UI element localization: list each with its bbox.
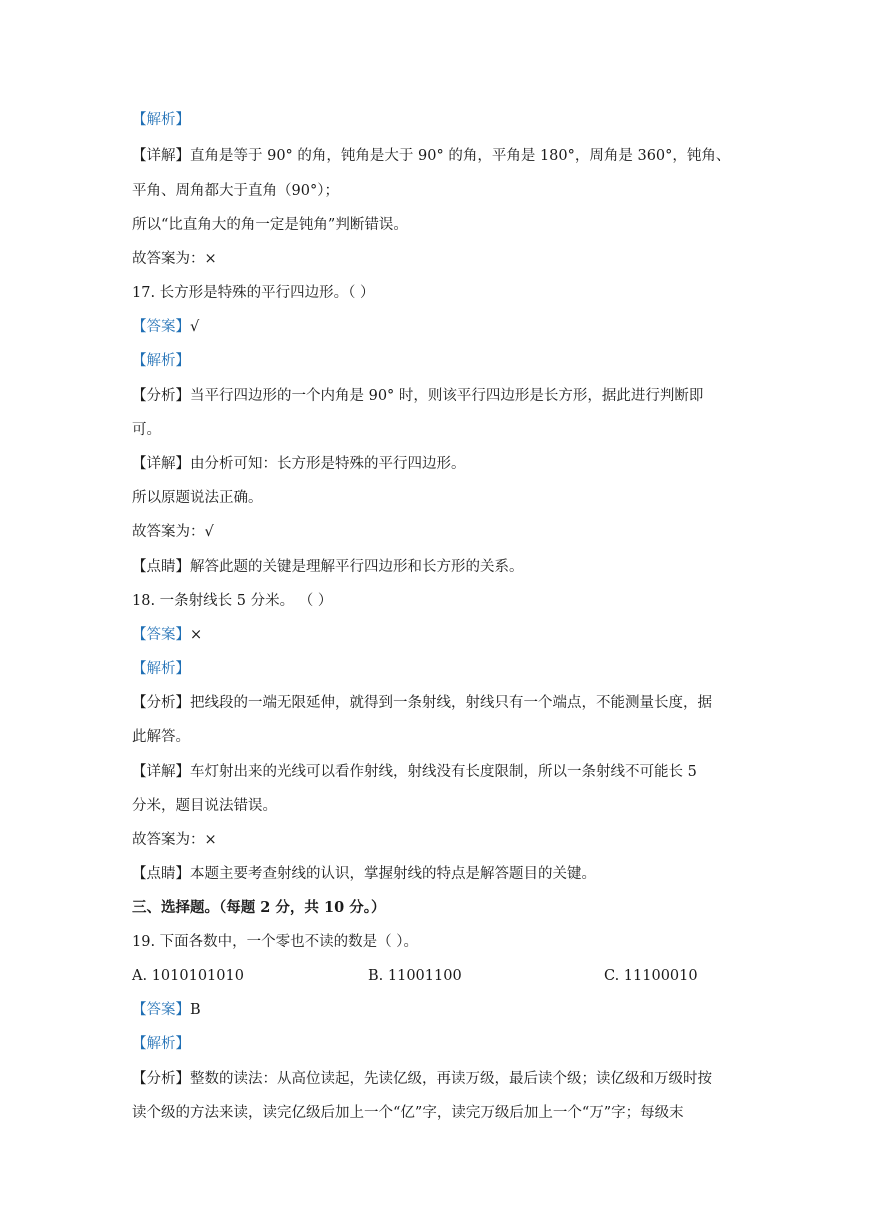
answer-tag: 【答案】 [132,627,190,643]
analysis-tag: 【解析】 [132,353,190,369]
answer-text: 故答案为：× [132,832,217,848]
detail-text: 【详解】由分析可知：长方形是特殊的平行四边形。 [132,456,466,472]
question-19: 19. 下面各数中，一个零也不读的数是（ ）。 [132,934,419,950]
analysis-tag: 【解析】 [132,661,190,677]
answer-tag: 【答案】 [132,1002,190,1018]
analysis-text: 可。 [132,422,161,438]
answer-value: B [190,1002,201,1018]
analysis-tag: 【解析】 [132,112,190,128]
analysis-text: 此解答。 [132,729,190,745]
answer-text: 故答案为：√ [132,524,214,540]
answer-text: 故答案为：× [132,251,217,267]
answer-value: × [190,627,203,643]
option-a: A. 1010101010 [132,968,244,984]
section-heading: 三、选择题。（每题 2 分，共 10 分。） [132,899,386,916]
analysis-text: 【分析】整数的读法：从高位读起，先读亿级，再读万级，最后读个级；读亿级和万级时按 [132,1071,712,1087]
analysis-text: 【分析】当平行四边形的一个内角是 90° 时，则该平行四边形是长方形，据此进行判断即 [132,388,704,404]
detail-text: 【详解】直角是等于 90° 的角，钝角是大于 90° 的角，平角是 180°，周角是 360°，钝角、 [132,148,731,164]
question-17: 17. 长方形是特殊的平行四边形。（ ） [132,285,375,301]
detail-text: 平角、周角都大于直角（90°）； [132,183,339,199]
detail-text: 分米，题目说法错误。 [132,798,277,814]
conclusion-text: 所以原题说法正确。 [132,490,263,506]
comment-text: 【点睛】解答此题的关键是理解平行四边形和长方形的关系。 [132,559,524,575]
question-18: 18. 一条射线长 5 分米。 （ ） [132,593,333,609]
analysis-tag: 【解析】 [132,1036,190,1052]
answer-line [132,317,742,337]
analysis-text: 读个级的方法来读，读完亿级后加上一个“亿”字，读完万级后加上一个“万”字；每级末 [132,1105,684,1121]
answer-tag: 【答案】 [132,319,190,335]
answer-line [132,1000,742,1020]
conclusion-text: 所以“比直角大的角一定是钝角”判断错误。 [132,217,408,233]
answer-value: √ [190,319,200,335]
option-b: B. 11001100 [368,968,462,984]
comment-text: 【点睛】本题主要考查射线的认识，掌握射线的特点是解答题目的关键。 [132,866,596,882]
analysis-text: 【分析】把线段的一端无限延伸，就得到一条射线，射线只有一个端点，不能测量长度，据 [132,695,712,711]
answer-line [132,625,742,645]
option-c: C. 11100010 [604,968,698,984]
detail-text: 【详解】车灯射出来的光线可以看作射线，射线没有长度限制，所以一条射线不可能长 5 [132,764,697,780]
